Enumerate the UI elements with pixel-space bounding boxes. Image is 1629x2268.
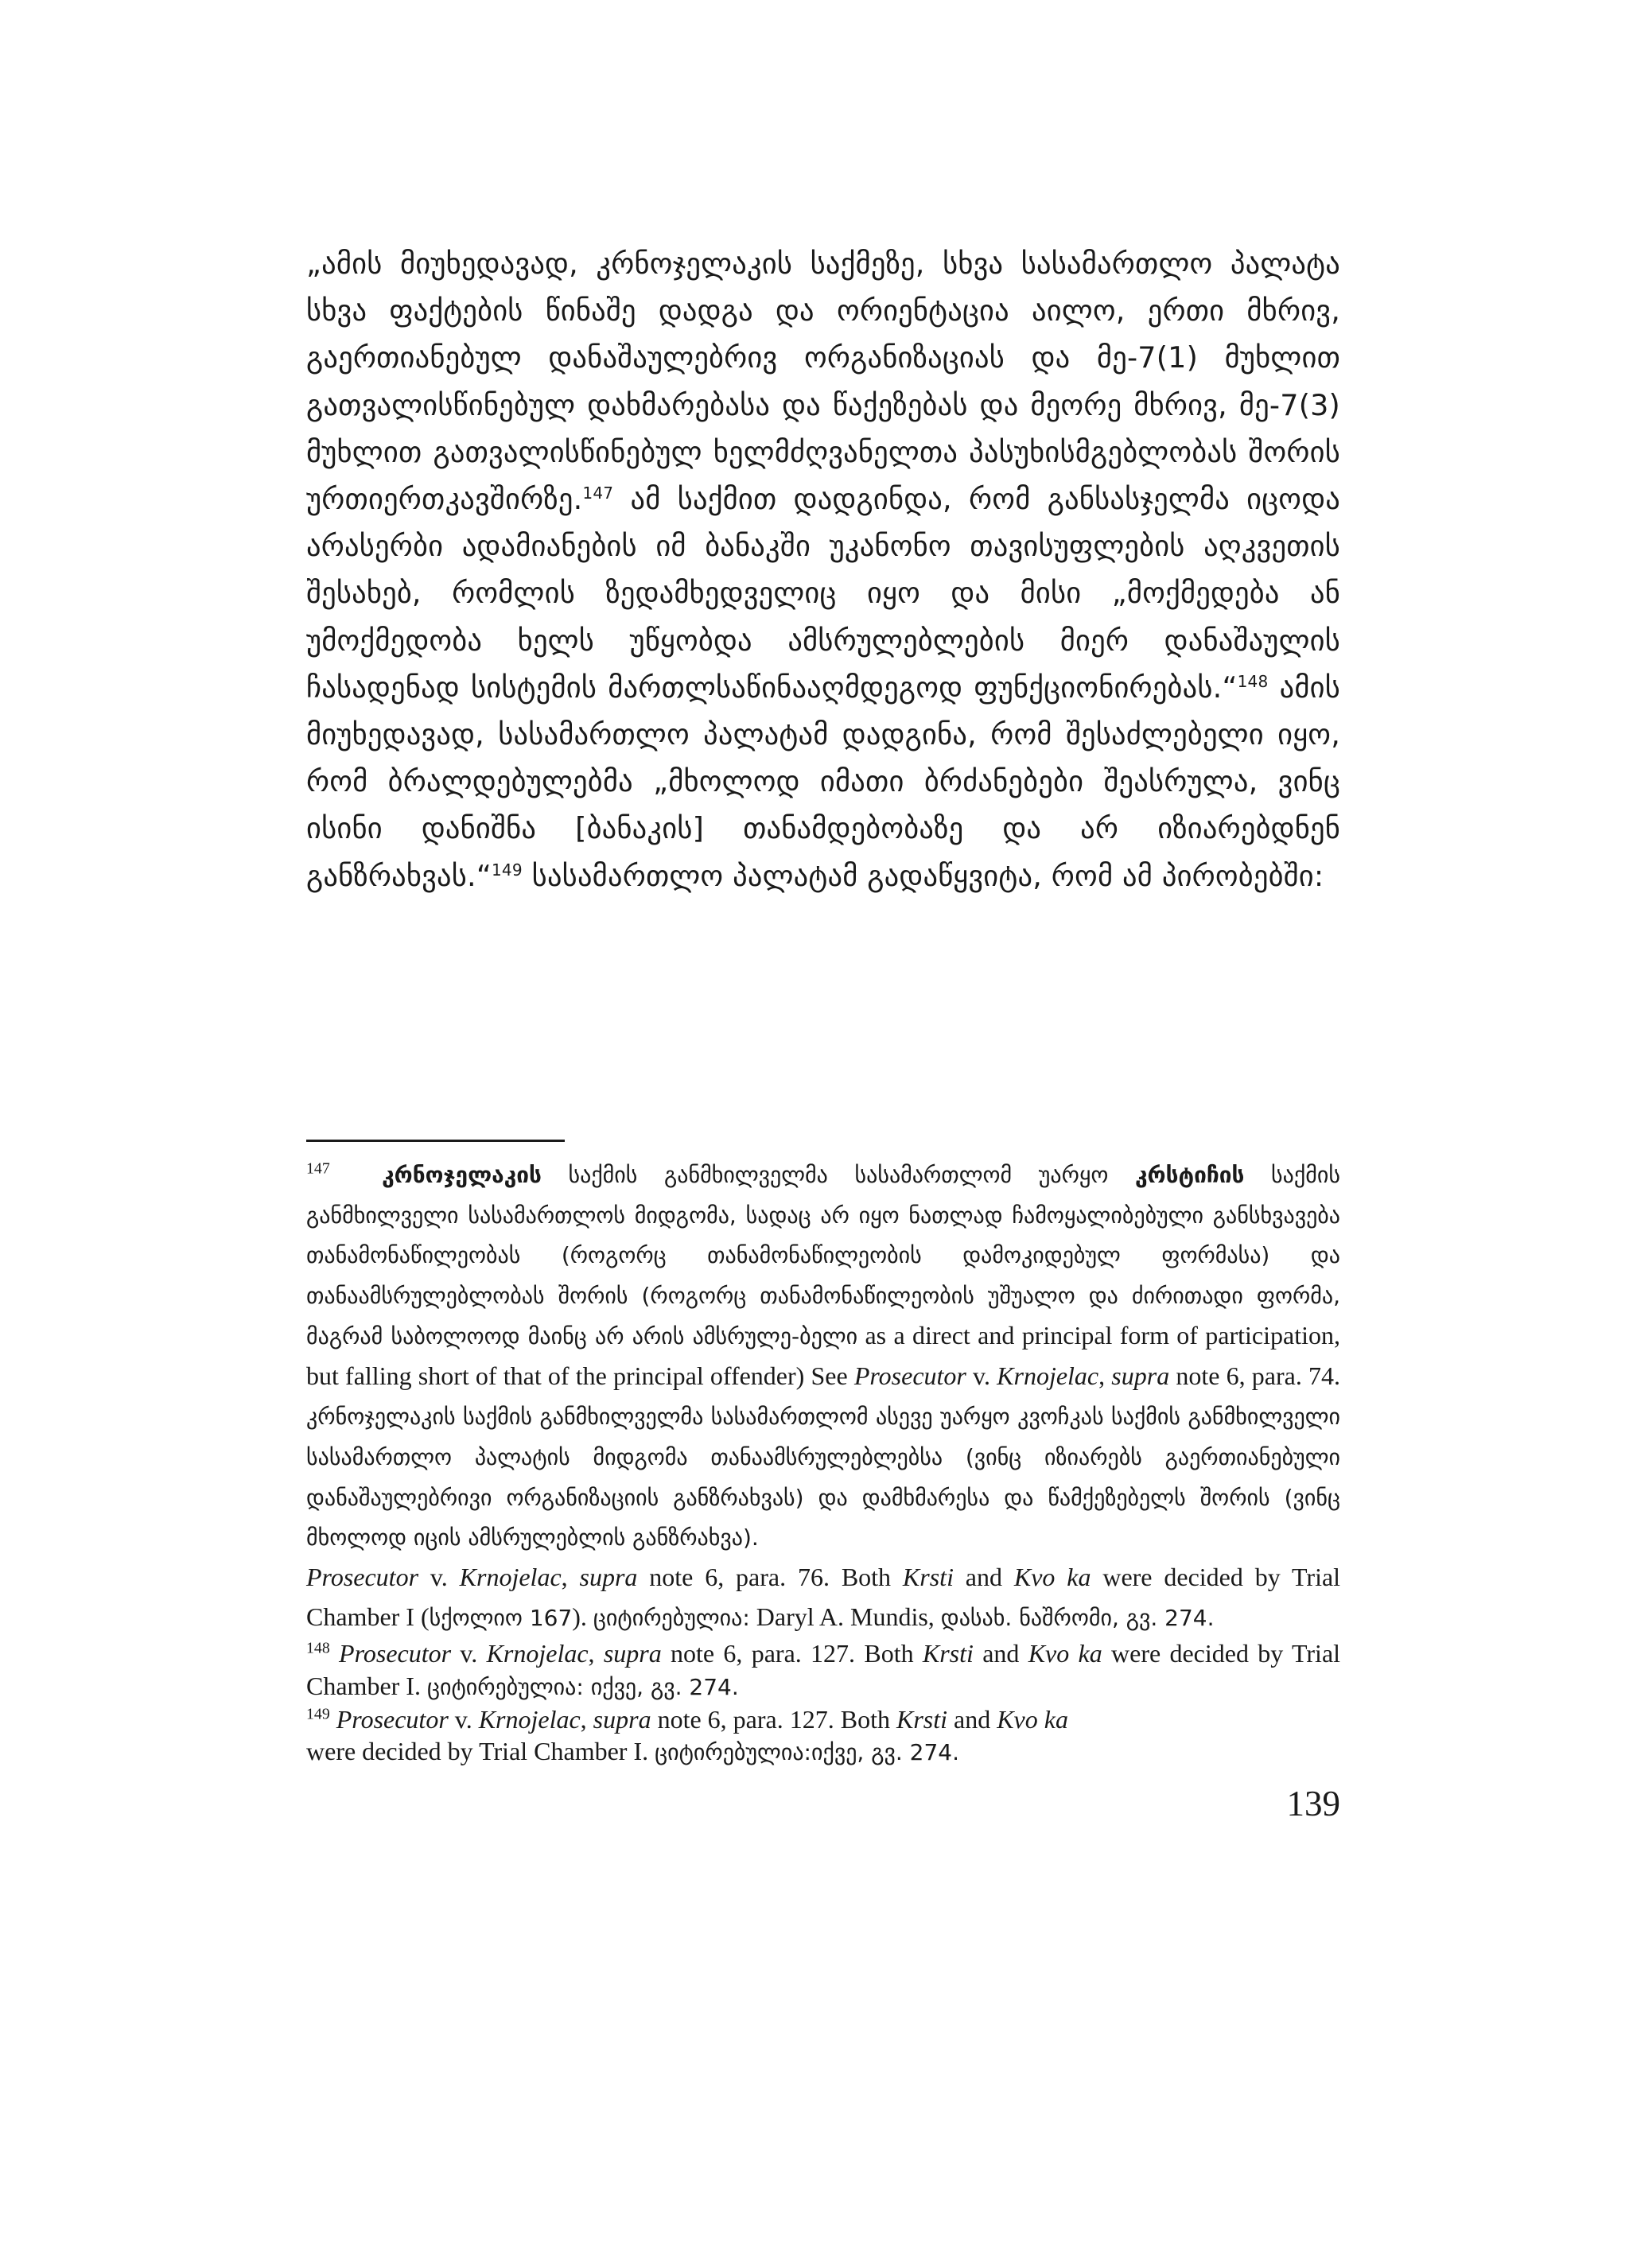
footnote-147-text-14: ). xyxy=(572,1602,593,1631)
footnote-147-text-2: საქმის განმხილველი სასამართლოს მიდგომა, სადაც არ იყო ნათლად ჩამოყალიბებული განსხვავება თანამონაწილეობას (როგორც თანამონაწილეობის დამოკიდებულ ფორმასა) და თანაამსრულებლობას შორის (როგორც თანამონაწილეობის უშუალო და ძირითადი ფორმა, მაგრამ საბოლოოდ მაინც არ არის ამსრულე-ბელი xyxy=(306,1162,1340,1350)
footnote-147-text-7: კრნოჯელაკის საქმის განმხილველმა სასამართლომ ასევე უარყო კვოჩკას საქმის განმხილველი სასამართლო პალატის მიდგომა თანაამსრულებლებსა (ვინც იზიარებს გაერთიანებული დანაშაულებრივი ორგანიზაციის განზრახვას) და დამხმარესა და წამქეზებელს შორის (ვინც მხოლოდ იცის ამსრულებლის განზრახვა). xyxy=(306,1404,1340,1551)
main-paragraph-part2: ამ საქმით დადგინდა, რომ განსასჯელმა იცოდა არასერბი ადამიანების იმ ბანაკში უკანონო თავისუფლების აღკვეთის შესახებ, რომლის ზედამხედველიც იყო და მისი „მოქმედება ან უმოქმედობა ხელს უწყობდა ამსრულებლების მიერ დანაშაულის ჩასადენად სისტემის მართლსაწინააღმდეგოდ ფუნქციონირებას.“ xyxy=(306,482,1340,705)
main-paragraph-part1: „ამის მიუხედავად, კრნოჯელაკის საქმეზე, სხვა სასამართლო პალატა სხვა ფაქტების წინაშე დადგა და ორიენტაცია აილო, ერთი მხრივ, გაერთიანებულ დანაშაულებრივ ორგანიზაციას და მე-7(1) მუხლით გათვალისწინებულ დახმარებასა და წაქეზებას და მეორე მხრივ, მე-7(3) მუხლით გათვალისწინებულ ხელმძღვანელთა პასუხისმგებლობას შორის ურთიერთკავშირზე. xyxy=(306,247,1340,517)
main-paragraph-part4: სასამართლო პალატამ გადაწყვიტა, რომ ამ პირობებში: xyxy=(522,858,1324,893)
footnote-ref-148[interactable]: 148 xyxy=(1237,671,1269,691)
main-paragraph-part3: ამის მიუხედავად, სასამართლო პალატამ დადგინა, რომ შესაძლებელი იყო, რომ ბრალდებულებმა „მხოლოდ იმათი ბრძანებები შეასრულა, ვინც ისინი დანიშნა [ბანაკის] თანამდებობაზე და არ იზიარებდნენ განზრახვას.“ xyxy=(306,670,1340,893)
footnote-147-bold-name-1: კრნოჯელაკის xyxy=(382,1162,542,1188)
footnote-149-text-2: , xyxy=(580,1705,593,1734)
footnote-ref-147[interactable]: 147 xyxy=(582,483,614,503)
footnote-147-text-16: Daryl A. Mundis, xyxy=(749,1602,941,1631)
footnote-149-italic-5: Kvo ka xyxy=(997,1705,1068,1734)
footnote-147-bold-name-2: კრსტიჩის xyxy=(1134,1162,1245,1188)
footnote-148-text-6: ციტირებულია: იქვე, გვ. 274. xyxy=(426,1673,739,1700)
footnote-147-text-3: as a direct and principal form of participation, but falling short of that of the principal offender) See xyxy=(306,1320,1341,1390)
footnote-147-text-9: , xyxy=(561,1563,580,1592)
footnote-148-text-3: note 6, para. 127. Both xyxy=(661,1639,923,1668)
footnote-149-italic-1: Prosecutor xyxy=(336,1705,449,1734)
footnote-147-text-8: v. xyxy=(418,1563,460,1592)
footnote-149 xyxy=(306,1703,1340,1769)
footnote-148-italic-1: Prosecutor xyxy=(339,1639,452,1668)
footnote-149-text-4: and xyxy=(947,1705,997,1734)
footnote-147-italic-5: Krnojelac xyxy=(459,1563,562,1592)
footnote-149-italic-4: Krsti xyxy=(896,1705,947,1734)
footnote-147-text-1: საქმის განმხილველმა სასამართლომ უარყო xyxy=(541,1162,1135,1188)
footnote-148-text-1: v. xyxy=(451,1639,487,1668)
main-paragraph xyxy=(306,240,1340,899)
footnote-147-text-12: were decided by Trial Chamber I ( xyxy=(306,1563,1341,1631)
footnote-147-text-10: note 6, para. 76. Both xyxy=(637,1563,903,1592)
footnote-147-italic-7: Krsti xyxy=(902,1563,954,1592)
footnote-number-149: 149 xyxy=(306,1705,330,1723)
footnote-148-text-2: , xyxy=(588,1639,604,1668)
footnote-number-148: 148 xyxy=(306,1639,330,1657)
footnote-147-italic-8: Kvo ka xyxy=(1013,1563,1091,1592)
footnote-ref-149[interactable]: 149 xyxy=(491,860,523,880)
footnote-148-italic-2: Krnojelac xyxy=(486,1639,589,1668)
footnote-147-text-11: and xyxy=(953,1563,1014,1592)
footnotes-section xyxy=(306,1155,1340,1769)
footnote-149-italic-2: Krnojelac xyxy=(478,1705,581,1734)
footnote-149-text-5: were decided by Trial Chamber I. xyxy=(306,1737,655,1766)
footnote-147-text-4: v. xyxy=(966,1361,997,1390)
footnote-147-text-13: სქოლიო 167 xyxy=(429,1604,573,1631)
footnote-148-italic-5: Kvo ka xyxy=(1028,1639,1102,1668)
footnote-149-text-1: v. xyxy=(448,1705,479,1734)
footnote-149-italic-3: supra xyxy=(593,1705,651,1734)
footnote-147-italic-3: supra xyxy=(1111,1361,1170,1390)
footnote-148-italic-3: supra xyxy=(603,1639,662,1668)
footnote-147-italic-6: supra xyxy=(579,1563,638,1592)
footnote-147 xyxy=(306,1155,1340,1637)
footnote-147-italic-2: Krnojelac xyxy=(997,1361,1099,1390)
footnote-147-text-15: ციტირებულია: xyxy=(593,1604,750,1631)
footnote-148-text-4: and xyxy=(973,1639,1028,1668)
footnote-149-text-6: ციტირებულია:იქვე, გვ. 274. xyxy=(655,1739,959,1766)
page-number: 139 xyxy=(1286,1784,1340,1823)
footnote-147-text-6: note 6, para. 74. xyxy=(1169,1361,1341,1390)
footnote-147-text-5: , xyxy=(1098,1361,1112,1390)
footnote-147-text-17: დასახ. ნაშრომი, გვ. 274. xyxy=(940,1604,1215,1631)
footnote-number-147: 147 xyxy=(306,1159,330,1178)
footnote-148-text-5: were decided by Trial Chamber I. xyxy=(306,1639,1341,1700)
footnote-147-italic-1: Prosecutor xyxy=(853,1361,966,1390)
footnote-149-text-3: note 6, para. 127. Both xyxy=(651,1705,896,1734)
footnote-148 xyxy=(306,1637,1340,1703)
footnote-separator-rule xyxy=(306,1140,565,1142)
footnote-147-italic-4: Prosecutor xyxy=(306,1563,419,1592)
footnote-148-italic-4: Krsti xyxy=(922,1639,974,1668)
